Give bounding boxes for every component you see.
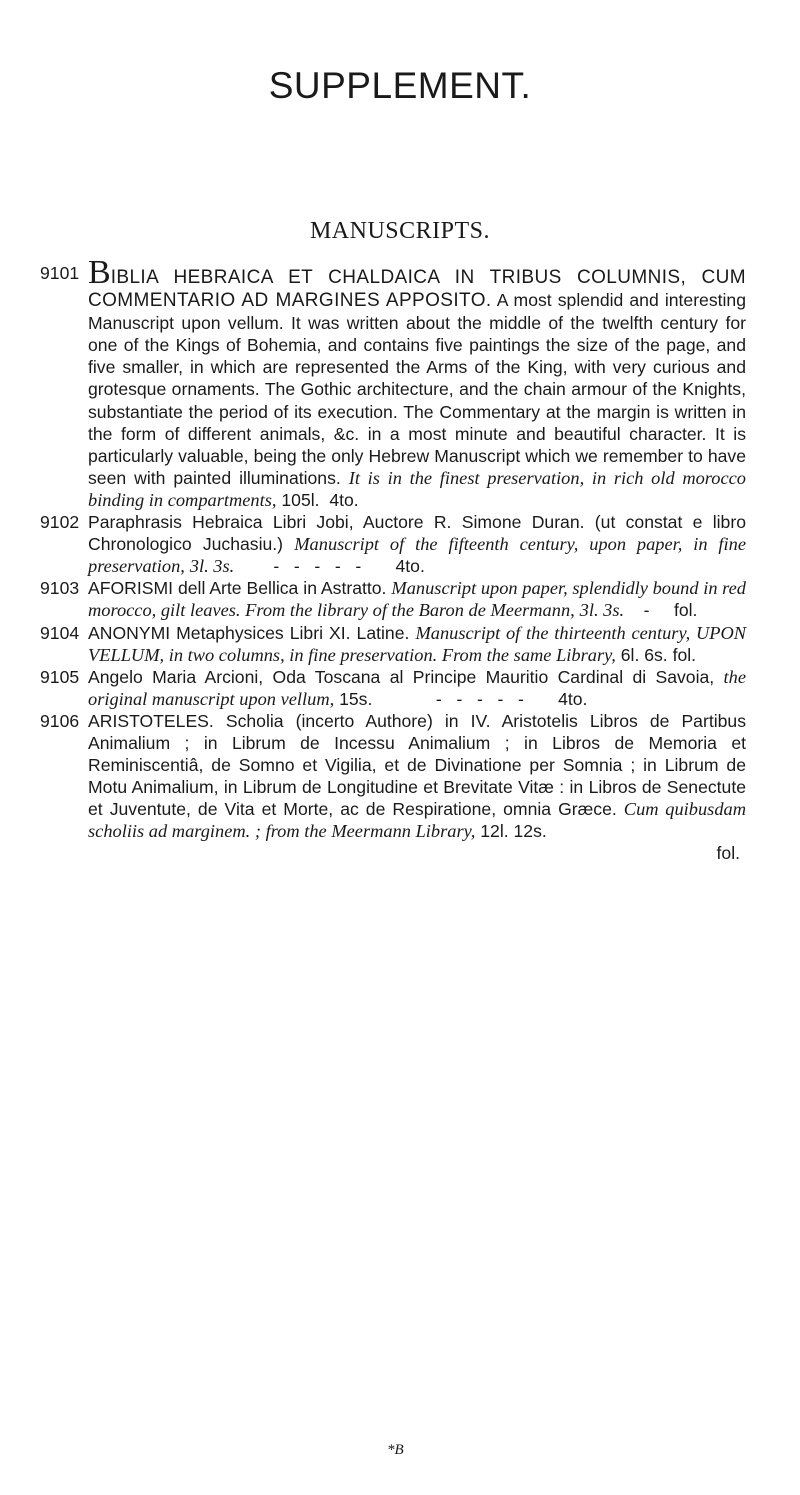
entry-condition: Manuscript upon paper, splendidly bound in red morocco, gilt leaves. From the library of the Baron de Meermann, [88, 578, 746, 621]
lot-number: 9106 [40, 710, 80, 731]
catalogue-entry [40, 622, 746, 666]
entry-format: 4to. [395, 556, 425, 577]
entry-format: 4to. [558, 688, 588, 709]
leader-dashes: - [643, 600, 650, 621]
catalogue-entry [40, 710, 746, 865]
entry-price: 12l. 12s. [480, 821, 547, 842]
leader-dashes: - - - - - [435, 688, 524, 709]
entry-description: AFORISMI dell Arte Bellica in Astratto. [88, 578, 387, 599]
catalogue-entry [40, 254, 747, 511]
catalogue-entry [40, 511, 746, 577]
entry-description: ANONYMI Metaphysices Libri XI. Latine. [88, 622, 410, 643]
lot-number: 9105 [40, 666, 80, 687]
catalogue-entry [40, 577, 746, 621]
drop-initial: B [88, 254, 111, 291]
lot-number: 9104 [40, 622, 80, 643]
entry-price: 105l. [281, 489, 320, 510]
entry-price: 15s. [339, 688, 373, 709]
entry-condition: It is in the finest preservation, in rich old morocco binding in compartments, [88, 467, 746, 510]
entry-format: fol. [673, 600, 698, 621]
catalogue-entries [40, 254, 747, 865]
catalogue-entry [40, 666, 746, 710]
entry-format: 4to. [329, 489, 359, 510]
entry-description: Angelo Maria Arcioni, Oda Toscana al Principe Mauritio Cardinal di Savoia, [88, 666, 715, 687]
entry-format: fol. [716, 843, 740, 864]
entry-condition: Cum quibusdam scholiis ad marginem. ; from the Meermann Library, [88, 799, 747, 842]
page-title: SUPPLEMENT. [268, 65, 532, 106]
section-title: MANUSCRIPTS. [309, 218, 491, 244]
entry-price: 3l. 3s. [189, 556, 235, 577]
leader-dashes: - - - - - [273, 556, 362, 577]
entry-format: fol. [672, 644, 697, 665]
entry-condition: the original manuscript upon vellum, [88, 666, 747, 709]
lot-number: 9102 [40, 512, 80, 533]
entry-condition: Manuscript of the thirteenth century, UPON VELLUM, in two columns, in fine preservation. From the same Library, [88, 622, 747, 665]
signature-mark: *B [387, 1442, 404, 1458]
lot-number: 9103 [40, 578, 80, 599]
entry-price: 3l. 3s. [579, 600, 625, 621]
entry-description: A most splendid and interesting Manuscript upon vellum. It was written about the middle of the twelfth century for one of the Kings of Bohemia, and contains five paintings the size of the page, and five smaller, in which are represented the Arms of the King, with very curious and grotesque ornaments. The Gothic architecture, and the chain armour of the Knights, substantiate the period of its execution. The Commentary at the margin is written in the form of different animals, &c. in a most minute and beautiful character. It is particularly valuable, being the only Hebrew Manuscript which we remember to have seen with painted illuminations. [88, 290, 747, 488]
entry-heading: IBLIA HEBRAICA ET CHALDAICA IN TRIBUS COLUMNIS, CUM COMMENTARIO AD MARGINES APPOSITO. [88, 267, 746, 312]
entry-price: 6l. 6s. [620, 644, 668, 665]
lot-number: 9101 [40, 263, 80, 283]
entry-description: Paraphrasis Hebraica Libri Jobi, Auctore R. Simone Duran. (ut constat e libro Chronologico Juchasiu.) [88, 512, 746, 555]
entry-description: ARISTOTELES. Scholia (incerto Authore) in IV. Aristotelis Libros de Partibus Animalium ; in Librum de Incessu Animalium ; in Libros de Memoria et Reminiscentiâ, de Somno et Vigilia, et de Divinatione per Somnia ; in Librum de Motu Animalium, in Librum de Longitudine et Brevitate Vitæ : in Libros de Senectute et Juventute, de Vita et Morte, ac de Respiratione, omnia Græce. [88, 710, 746, 820]
entry-condition: Manuscript of the fifteenth century, upon paper, in fine preservation, [88, 534, 747, 577]
